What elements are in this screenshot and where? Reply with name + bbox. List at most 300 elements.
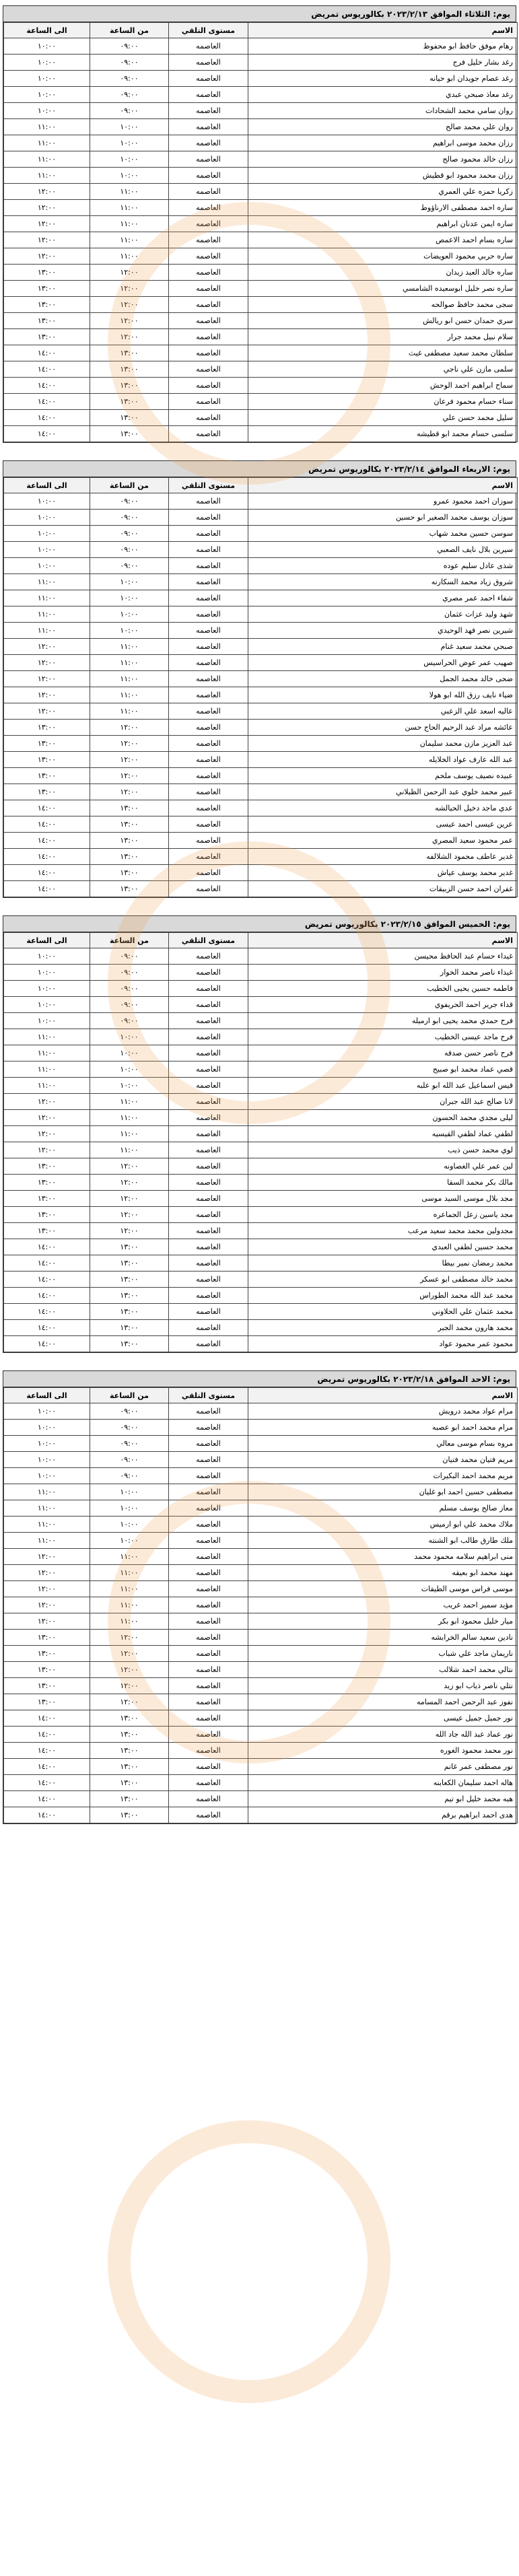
table-row (4, 687, 518, 703)
table-row (4, 1239, 518, 1255)
time-from: ١٠:٠٠ (90, 1484, 169, 1500)
student-name: سناء حسام محمود فرعان (248, 394, 518, 410)
time-from: ١٢:٠٠ (90, 1630, 169, 1646)
time-from: ٠٩:٠٠ (90, 981, 169, 997)
column-header-level: مستوى التلقي (169, 23, 248, 38)
student-name: عبد العزيز مازن محمد سليمان (248, 736, 518, 752)
time-from: ١٣:٠٠ (90, 1743, 169, 1759)
time-from: ١٠:٠٠ (90, 1078, 169, 1094)
time-to: ١٣:٠٠ (4, 768, 90, 784)
time-from: ١٣:٠٠ (90, 1320, 169, 1336)
student-name: رزان محمد محمود ابو قطيش (248, 168, 518, 184)
time-to: ١٠:٠٠ (4, 510, 90, 526)
time-to: ١١:٠٠ (4, 590, 90, 606)
time-from: ١٠:٠٠ (90, 1045, 169, 1061)
time-to: ١٠:٠٠ (4, 948, 90, 965)
time-from: ١٣:٠٠ (90, 410, 169, 426)
time-from: ١٣:٠٠ (90, 1759, 169, 1775)
time-from: ٠٩:٠٠ (90, 965, 169, 981)
time-from: ١٠:٠٠ (90, 168, 169, 184)
table-row (4, 1517, 518, 1533)
time-to: ١١:٠٠ (4, 151, 90, 168)
time-to: ١١:٠٠ (4, 119, 90, 135)
table-row (4, 1320, 518, 1336)
table-row (4, 1533, 518, 1549)
student-name: غفران احمد حسن الزبيقات (248, 881, 518, 897)
receiving-level: العاصمه (169, 1304, 248, 1320)
table-row (4, 1191, 518, 1207)
table-row (4, 623, 518, 639)
time-to: ١١:٠٠ (4, 168, 90, 184)
table-header-row (4, 933, 518, 948)
day-section (3, 5, 516, 443)
student-name: لين عمر علي الغصاونه (248, 1158, 518, 1175)
receiving-level: العاصمه (169, 687, 248, 703)
time-to: ١٤:٠٠ (4, 1775, 90, 1791)
student-name: لطفي عماد لطفي القيسيه (248, 1126, 518, 1142)
table-row (4, 281, 518, 297)
time-from: ١٣:٠٠ (90, 1239, 169, 1255)
time-from: ١١:٠٠ (90, 703, 169, 720)
table-row (4, 1597, 518, 1613)
time-from: ١١:٠٠ (90, 639, 169, 655)
student-name: سلسى حسام محمد ابو قطيشه (248, 426, 518, 442)
table-row (4, 394, 518, 410)
student-name: رغد عصام جويدان ابو حيانه (248, 71, 518, 87)
time-to: ١٣:٠٠ (4, 1158, 90, 1175)
student-name: رغد معاذ صبحي عبدي (248, 87, 518, 103)
receiving-level: العاصمه (169, 135, 248, 151)
receiving-level: العاصمه (169, 1549, 248, 1565)
time-to: ١٤:٠٠ (4, 426, 90, 442)
student-name: سري حمدان حسن ابو ريالش (248, 313, 518, 329)
time-from: ١٠:٠٠ (90, 119, 169, 135)
time-to: ١١:٠٠ (4, 1517, 90, 1533)
table-row (4, 1223, 518, 1239)
receiving-level: العاصمه (169, 1239, 248, 1255)
student-name: نتلي ناصر ذياب ابو زيد (248, 1678, 518, 1694)
time-to: ١٢:٠٠ (4, 1110, 90, 1126)
table-row (4, 1452, 518, 1468)
table-row (4, 103, 518, 119)
receiving-level: العاصمه (169, 574, 248, 590)
table-row (4, 1420, 518, 1436)
table-row (4, 410, 518, 426)
student-name: عبير محمد خلوي عبد الرحمن الظبلاني (248, 784, 518, 800)
receiving-level: العاصمه (169, 752, 248, 768)
time-to: ١٢:٠٠ (4, 1142, 90, 1158)
time-to: ١٤:٠٠ (4, 1272, 90, 1288)
student-name: هاله احمد سليمان الكعابنه (248, 1775, 518, 1791)
table-row (4, 1678, 518, 1694)
table-row (4, 639, 518, 655)
student-name: فرح حمدي محمد يحيى ابو ارميله (248, 1013, 518, 1029)
table-row (4, 881, 518, 897)
time-to: ١٠:٠٠ (4, 1468, 90, 1484)
table-row (4, 1013, 518, 1029)
student-name: فاطمه حسين يحيى الخطيب (248, 981, 518, 997)
student-name: رزان محمد موسى ابراهيم (248, 135, 518, 151)
student-name: محمد خالد مصطفى ابو عسكر (248, 1272, 518, 1288)
time-to: ١٤:٠٠ (4, 1304, 90, 1320)
student-name: سوسن حسين محمد شهاب (248, 526, 518, 542)
receiving-level: العاصمه (169, 1500, 248, 1517)
student-name: شذى عادل سليم عوده (248, 558, 518, 574)
receiving-level: العاصمه (169, 526, 248, 542)
receiving-level: العاصمه (169, 1207, 248, 1223)
receiving-level: العاصمه (169, 329, 248, 345)
column-header-to: الى الساعة (4, 23, 90, 38)
time-from: ١٢:٠٠ (90, 1678, 169, 1694)
time-from: ١٣:٠٠ (90, 1775, 169, 1791)
time-to: ١٠:٠٠ (4, 526, 90, 542)
student-name: عبد الله عارف عواد الخلايله (248, 752, 518, 768)
time-from: ١١:٠٠ (90, 1581, 169, 1597)
table-row (4, 1175, 518, 1191)
table-row (4, 752, 518, 768)
time-to: ١١:٠٠ (4, 135, 90, 151)
student-name: قداء جرير احمد الحريفوي (248, 997, 518, 1013)
time-from: ١٢:٠٠ (90, 1158, 169, 1175)
time-from: ٠٩:٠٠ (90, 1403, 169, 1420)
student-name: مجد ياسين زعل الجماعره (248, 1207, 518, 1223)
time-from: ١٠:٠٠ (90, 1533, 169, 1549)
time-from: ١١:٠٠ (90, 1597, 169, 1613)
table-row (4, 71, 518, 87)
table-row (4, 1029, 518, 1045)
student-name: فرح ماجد عيسى الخطيب (248, 1029, 518, 1045)
table-row (4, 378, 518, 394)
time-from: ١٣:٠٠ (90, 378, 169, 394)
time-to: ١٣:٠٠ (4, 313, 90, 329)
table-row (4, 329, 518, 345)
receiving-level: العاصمه (169, 55, 248, 71)
day-header: يوم: الاحد الموافق ٢٠٢٣/٢/١٨ بكالوريوس تمريض (3, 1371, 516, 1387)
student-name: عائشه مراد عبد الرحيم الحاج حسن (248, 720, 518, 736)
student-name: ليلى مجدي محمد الحسون (248, 1110, 518, 1126)
time-to: ١٤:٠٠ (4, 1255, 90, 1272)
time-from: ١١:٠٠ (90, 248, 169, 265)
table-header-row (4, 23, 518, 38)
student-name: ساره نصر خليل ابوسعيده الشامسي (248, 281, 518, 297)
time-from: ١٣:٠٠ (90, 426, 169, 442)
time-from: ٠٩:٠٠ (90, 510, 169, 526)
time-to: ١٣:٠٠ (4, 1175, 90, 1191)
time-to: ١٣:٠٠ (4, 265, 90, 281)
column-header-to: الى الساعة (4, 478, 90, 493)
receiving-level: العاصمه (169, 1175, 248, 1191)
schedule-sections (3, 5, 516, 1824)
table-row (4, 1272, 518, 1288)
table-row (4, 1061, 518, 1078)
time-to: ١٤:٠٠ (4, 1743, 90, 1759)
time-to: ١٠:٠٠ (4, 1403, 90, 1420)
receiving-level: العاصمه (169, 997, 248, 1013)
time-from: ٠٩:٠٠ (90, 542, 169, 558)
time-to: ١٢:٠٠ (4, 1126, 90, 1142)
time-from: ١٠:٠٠ (90, 1061, 169, 1078)
time-from: ١١:٠٠ (90, 200, 169, 216)
time-to: ١٣:٠٠ (4, 1630, 90, 1646)
time-to: ١٢:٠٠ (4, 655, 90, 671)
receiving-level: العاصمه (169, 1565, 248, 1581)
student-name: زكريا حمزه علي العمري (248, 184, 518, 200)
time-to: ١٢:٠٠ (4, 687, 90, 703)
time-to: ١٤:٠٠ (4, 1759, 90, 1775)
column-header-from: من الساعة (90, 478, 169, 493)
time-to: ١٢:٠٠ (4, 671, 90, 687)
student-name: نادين سعيد سالم الخرابشه (248, 1630, 518, 1646)
receiving-level: العاصمه (169, 1678, 248, 1694)
receiving-level: العاصمه (169, 493, 248, 510)
receiving-level: العاصمه (169, 71, 248, 87)
column-header-to: الى الساعة (4, 933, 90, 948)
student-name: ملاك محمد علي ابو ارميس (248, 1517, 518, 1533)
receiving-level: العاصمه (169, 1436, 248, 1452)
student-name: محمد حسين لطفي العبدي (248, 1239, 518, 1255)
table-row (4, 542, 518, 558)
day-header: يوم: الثلاثاء الموافق ٢٠٢٣/٢/١٣ بكالوريوس تمريض (3, 6, 516, 22)
time-to: ١٠:٠٠ (4, 71, 90, 87)
receiving-level: العاصمه (169, 1613, 248, 1630)
time-from: ٠٩:٠٠ (90, 103, 169, 119)
student-name: سيرين بلال نايف الصعبي (248, 542, 518, 558)
time-from: ١٠:٠٠ (90, 1029, 169, 1045)
student-name: سوزان احمد محمود عمرو (248, 493, 518, 510)
time-from: ٠٩:٠٠ (90, 38, 169, 55)
receiving-level: العاصمه (169, 1320, 248, 1336)
student-name: سوزان يوسف محمد الصغير ابو حسين (248, 510, 518, 526)
receiving-level: العاصمه (169, 881, 248, 897)
time-to: ١٠:٠٠ (4, 1013, 90, 1029)
student-name: ملك طارق طالب ابو الشنته (248, 1533, 518, 1549)
time-to: ١٢:٠٠ (4, 232, 90, 248)
receiving-level: العاصمه (169, 1223, 248, 1239)
column-header-to: الى الساعة (4, 1388, 90, 1403)
receiving-level: العاصمه (169, 1094, 248, 1110)
time-to: ١١:٠٠ (4, 1045, 90, 1061)
table-row (4, 426, 518, 442)
time-from: ١١:٠٠ (90, 216, 169, 232)
student-name: صبحي محمد سعيد غنام (248, 639, 518, 655)
time-from: ١٣:٠٠ (90, 800, 169, 816)
receiving-level: العاصمه (169, 1078, 248, 1094)
student-name: هدى احمد ابراهيم برقم (248, 1807, 518, 1823)
student-name: شهد وليد عزات عثمان (248, 606, 518, 623)
student-name: مجد بلال موسى السيد موسى (248, 1191, 518, 1207)
receiving-level: العاصمه (169, 1630, 248, 1646)
receiving-level: العاصمه (169, 1517, 248, 1533)
receiving-level: العاصمه (169, 361, 248, 378)
table-row (4, 345, 518, 361)
table-row (4, 816, 518, 833)
time-to: ١٠:٠٠ (4, 55, 90, 71)
student-name: روان علي محمد صالح (248, 119, 518, 135)
student-name: مريم محمد احمد البكيرات (248, 1468, 518, 1484)
receiving-level: العاصمه (169, 1061, 248, 1078)
time-to: ١٣:٠٠ (4, 752, 90, 768)
time-to: ١٢:٠٠ (4, 216, 90, 232)
time-from: ١٢:٠٠ (90, 1175, 169, 1191)
receiving-level: العاصمه (169, 232, 248, 248)
table-row (4, 119, 518, 135)
receiving-level: العاصمه (169, 1597, 248, 1613)
column-header-name: الاسم (248, 23, 518, 38)
student-name: رزان خالد محمود صالح (248, 151, 518, 168)
day-section (3, 915, 516, 1353)
receiving-level: العاصمه (169, 297, 248, 313)
time-from: ٠٩:٠٠ (90, 1452, 169, 1468)
time-to: ١٢:٠٠ (4, 1549, 90, 1565)
time-from: ١١:٠٠ (90, 1565, 169, 1581)
student-name: غدير محمد يوسف عياش (248, 865, 518, 881)
section-gap (3, 443, 516, 460)
time-to: ١٣:٠٠ (4, 1662, 90, 1678)
time-from: ١١:٠٠ (90, 655, 169, 671)
table-row (4, 997, 518, 1013)
receiving-level: العاصمه (169, 768, 248, 784)
student-name: نور جميل جميل عيسى (248, 1710, 518, 1727)
receiving-level: العاصمه (169, 248, 248, 265)
time-from: ١٣:٠٠ (90, 1807, 169, 1823)
time-from: ١٢:٠٠ (90, 768, 169, 784)
receiving-level: العاصمه (169, 87, 248, 103)
student-name: مرام عواد محمد درويش (248, 1403, 518, 1420)
receiving-level: العاصمه (169, 639, 248, 655)
time-from: ١٢:٠٠ (90, 1191, 169, 1207)
table-row (4, 590, 518, 606)
time-from: ١٢:٠٠ (90, 736, 169, 752)
receiving-level: العاصمه (169, 671, 248, 687)
receiving-level: العاصمه (169, 378, 248, 394)
table-row (4, 1710, 518, 1727)
schedule-table (3, 1387, 518, 1823)
time-to: ١٢:٠٠ (4, 1565, 90, 1581)
time-to: ١٢:٠٠ (4, 1597, 90, 1613)
table-row (4, 865, 518, 881)
time-from: ١٣:٠٠ (90, 1710, 169, 1727)
student-name: ضحى خالد محمد الجمل (248, 671, 518, 687)
table-header-row (4, 478, 518, 493)
student-name: نتالي محمد احمد شلالب (248, 1662, 518, 1678)
student-name: مرام محمد احمد ابو عصبه (248, 1420, 518, 1436)
student-name: سلام نبيل محمد جرار (248, 329, 518, 345)
time-from: ١٢:٠٠ (90, 1223, 169, 1239)
table-row (4, 1207, 518, 1223)
time-to: ١٣:٠٠ (4, 720, 90, 736)
schedule-table (3, 22, 518, 442)
student-name: شروق زياد محمد السكارنه (248, 574, 518, 590)
receiving-level: العاصمه (169, 1452, 248, 1468)
receiving-level: العاصمه (169, 38, 248, 55)
time-from: ١٠:٠٠ (90, 151, 169, 168)
table-row (4, 216, 518, 232)
student-name: مريم فتيان محمد فتيان (248, 1452, 518, 1468)
table-row (4, 1694, 518, 1710)
time-from: ١١:٠٠ (90, 687, 169, 703)
receiving-level: العاصمه (169, 1336, 248, 1352)
time-from: ١٠:٠٠ (90, 1517, 169, 1533)
receiving-level: العاصمه (169, 816, 248, 833)
table-row (4, 38, 518, 55)
table-row (4, 1078, 518, 1094)
receiving-level: العاصمه (169, 558, 248, 574)
table-row (4, 574, 518, 590)
time-to: ١٤:٠٠ (4, 816, 90, 833)
table-row (4, 1045, 518, 1061)
time-from: ١٣:٠٠ (90, 394, 169, 410)
receiving-level: العاصمه (169, 1727, 248, 1743)
time-to: ١٤:٠٠ (4, 1710, 90, 1727)
time-to: ١٢:٠٠ (4, 703, 90, 720)
time-to: ١٤:٠٠ (4, 1727, 90, 1743)
time-from: ١٣:٠٠ (90, 1255, 169, 1272)
time-from: ١٢:٠٠ (90, 1694, 169, 1710)
table-row (4, 1791, 518, 1807)
receiving-level: العاصمه (169, 394, 248, 410)
student-name: عبيده نصيف يوسف ملحم (248, 768, 518, 784)
table-row (4, 1288, 518, 1304)
time-to: ١٠:٠٠ (4, 1452, 90, 1468)
receiving-level: العاصمه (169, 1013, 248, 1029)
time-from: ١٠:٠٠ (90, 135, 169, 151)
table-row (4, 232, 518, 248)
student-name: رهام موفق حافظ ابو محفوظ (248, 38, 518, 55)
receiving-level: العاصمه (169, 1646, 248, 1662)
watermark-ring (108, 2120, 390, 2403)
time-from: ١١:٠٠ (90, 1110, 169, 1126)
table-row (4, 768, 518, 784)
column-header-from: من الساعة (90, 933, 169, 948)
table-row (4, 1110, 518, 1126)
table-row (4, 1646, 518, 1662)
table-row (4, 1436, 518, 1452)
student-name: ساره بسام احمد الاعمص (248, 232, 518, 248)
time-to: ١٤:٠٠ (4, 1791, 90, 1807)
student-name: مالك بكر محمد السقا (248, 1175, 518, 1191)
time-from: ٠٩:٠٠ (90, 558, 169, 574)
table-row (4, 1142, 518, 1158)
time-from: ١٢:٠٠ (90, 329, 169, 345)
time-to: ١١:٠٠ (4, 606, 90, 623)
time-from: ١١:٠٠ (90, 232, 169, 248)
time-from: ١١:٠٠ (90, 1094, 169, 1110)
time-to: ١٤:٠٠ (4, 1336, 90, 1352)
receiving-level: العاصمه (169, 849, 248, 865)
table-row (4, 849, 518, 865)
receiving-level: العاصمه (169, 623, 248, 639)
time-to: ١٣:٠٠ (4, 1694, 90, 1710)
time-to: ١١:٠٠ (4, 1078, 90, 1094)
student-name: محمد رمضان نمير بيطا (248, 1255, 518, 1272)
student-name: روان سامي محمد الشحادات (248, 103, 518, 119)
time-to: ١٤:٠٠ (4, 345, 90, 361)
time-from: ١٢:٠٠ (90, 313, 169, 329)
time-from: ٠٩:٠٠ (90, 1420, 169, 1436)
table-row (4, 168, 518, 184)
receiving-level: العاصمه (169, 1045, 248, 1061)
time-to: ١٣:٠٠ (4, 1207, 90, 1223)
schedule-table (3, 477, 518, 897)
student-name: نور محمد محمود الغوره (248, 1743, 518, 1759)
student-name: ساره احمد مصطفى الارناؤوط (248, 200, 518, 216)
receiving-level: العاصمه (169, 1126, 248, 1142)
student-name: سليل محمد حسن علي (248, 410, 518, 426)
receiving-level: العاصمه (169, 865, 248, 881)
table-row (4, 1158, 518, 1175)
time-from: ٠٩:٠٠ (90, 493, 169, 510)
table-row (4, 135, 518, 151)
